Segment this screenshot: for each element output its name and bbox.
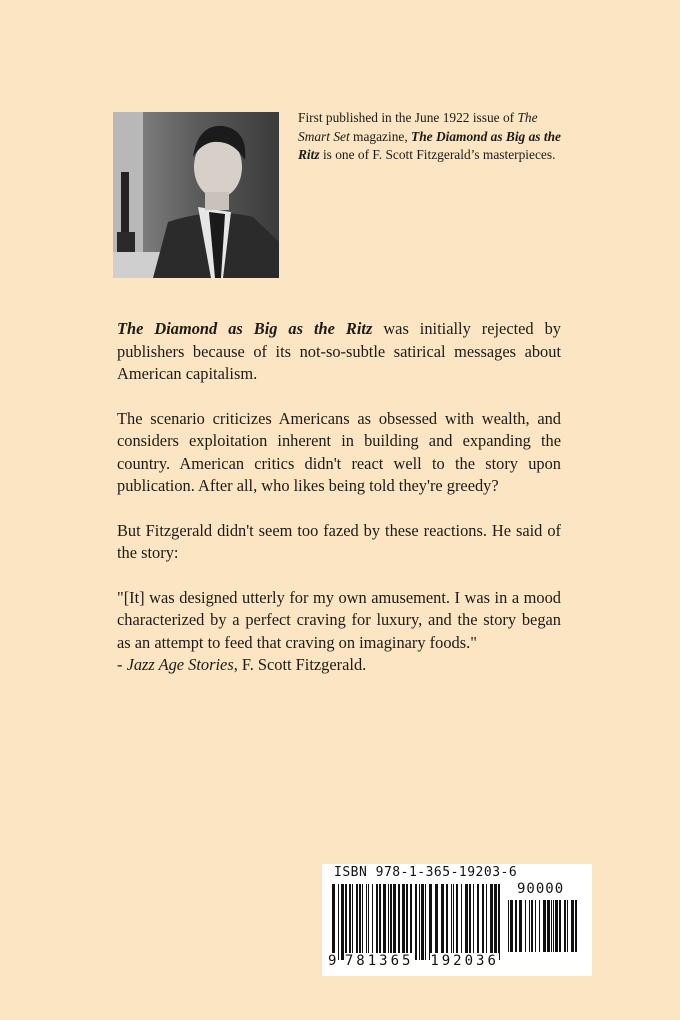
- author-quote: "[It] was designed utterly for my own amusement. I was in a mood characterized by a perfect craving for luxury, and the story began as an attempt to feed that craving on imaginary foods.": [117, 587, 561, 652]
- barcode-bar: [477, 884, 479, 960]
- barcode-left-digits: 781365: [344, 953, 414, 969]
- barcode-bar: [453, 884, 454, 960]
- barcode-bar: [359, 884, 361, 960]
- barcode-bar: [482, 884, 484, 960]
- author-photo: [113, 112, 279, 278]
- barcode-bar: [575, 900, 577, 952]
- attribution-author: , F. Scott Fitzgerald.: [233, 655, 367, 674]
- barcode-bar: [486, 884, 487, 960]
- paragraph-1: [117, 318, 561, 386]
- barcode-bar: [567, 900, 568, 952]
- barcode-bar: [551, 900, 552, 952]
- barcode-bar: [515, 900, 517, 952]
- barcode-bar: [525, 900, 526, 952]
- barcode-bar: [372, 884, 373, 960]
- barcode-bar: [571, 900, 574, 952]
- price-code: 90000: [517, 881, 565, 897]
- attribution-dash: -: [117, 655, 127, 674]
- barcode-bar: [393, 884, 396, 960]
- barcode-bar: [543, 900, 546, 952]
- barcode-bar: [410, 884, 412, 960]
- barcode-bar: [535, 900, 536, 952]
- barcode-bar: [529, 900, 530, 952]
- barcode-bar: [498, 884, 500, 960]
- barcode-bar: [379, 884, 381, 960]
- barcode-bar: [390, 884, 392, 960]
- barcode-right-digits: 192036: [430, 953, 499, 969]
- barcode-bar: [435, 884, 438, 960]
- paragraph-1-text: was initially rejected by publishers because of its not-so-subtle satirical messages about American capitalism.: [117, 319, 562, 383]
- barcode-bar: [446, 884, 448, 960]
- barcode-bar: [425, 884, 426, 960]
- barcode-bar: [419, 884, 420, 960]
- barcode-bar: [451, 884, 452, 960]
- barcode-bar: [332, 884, 335, 960]
- barcode-bar: [421, 884, 424, 960]
- barcode-bar: [356, 884, 358, 960]
- barcode-bar: [555, 900, 558, 952]
- intro-text-1: First published in the June 1922 issue of: [298, 110, 518, 125]
- barcode-bar: [368, 884, 369, 960]
- barcode-bar: [429, 884, 432, 960]
- barcode-bar: [383, 884, 386, 960]
- paragraph-3: But Fitzgerald didn't seem too fazed by these reactions. He said of the story:: [117, 520, 561, 562]
- barcode-bar: [490, 884, 493, 960]
- barcode-lead-digit: 9: [328, 953, 337, 969]
- barcode-bar: [352, 884, 353, 960]
- barcode-bar: [398, 884, 400, 960]
- barcode-bar: [388, 884, 389, 960]
- isbn-label: ISBN 978-1-365-19203-6: [334, 865, 518, 880]
- barcode-bar: [441, 884, 444, 960]
- barcode-bar: [402, 884, 405, 960]
- intro-text-2: magazine,: [349, 128, 412, 144]
- barcode-digits: [328, 953, 499, 969]
- barcode-bar: [564, 900, 566, 952]
- barcode-bar: [559, 900, 561, 952]
- intro-story-title: The Diamond as Big as the Ritz: [298, 128, 561, 162]
- barcode-bar: [519, 900, 522, 952]
- barcode-bar: [461, 884, 462, 960]
- barcode-bar: [510, 900, 513, 952]
- barcode-bar: [362, 884, 363, 960]
- barcode-bar: [456, 884, 458, 960]
- barcode-bar: [531, 900, 533, 952]
- attribution-source: Jazz Age Stories: [126, 655, 234, 674]
- back-cover-description: [117, 318, 561, 677]
- barcode-bar: [366, 884, 367, 960]
- barcode-bar: [345, 884, 347, 960]
- paragraph-2: The scenario criticizes Americans as obsessed with wealth, and considers exploitation inherent in building and expanding the country. American critics didn't react well to the story upon publication. After all, who likes being told they're greedy?: [117, 408, 561, 495]
- barcode-bar: [553, 900, 554, 952]
- barcode-bar: [465, 884, 468, 960]
- barcode-bar: [406, 884, 408, 960]
- story-title: The Diamond as Big as the Ritz: [117, 319, 373, 338]
- intro-blurb: [298, 109, 568, 165]
- barcode-bar: [494, 884, 497, 960]
- barcode-bar: [341, 884, 344, 960]
- barcode-bar: [508, 900, 509, 952]
- barcode-bar: [415, 884, 417, 960]
- intro-text-3: is one of F. Scott Fitzgerald’s masterpieces.: [319, 147, 556, 162]
- magazine-name: The Smart Set: [298, 110, 538, 144]
- barcode-bar: [349, 884, 351, 960]
- barcode-bar: [376, 884, 378, 960]
- quote-attribution: [117, 654, 561, 677]
- barcode-bar: [473, 884, 474, 960]
- isbn-barcode: [322, 864, 592, 976]
- barcode-bar: [469, 884, 471, 960]
- barcode-bar: [338, 884, 339, 960]
- barcode-bar: [547, 900, 550, 952]
- barcode-bar: [539, 900, 540, 952]
